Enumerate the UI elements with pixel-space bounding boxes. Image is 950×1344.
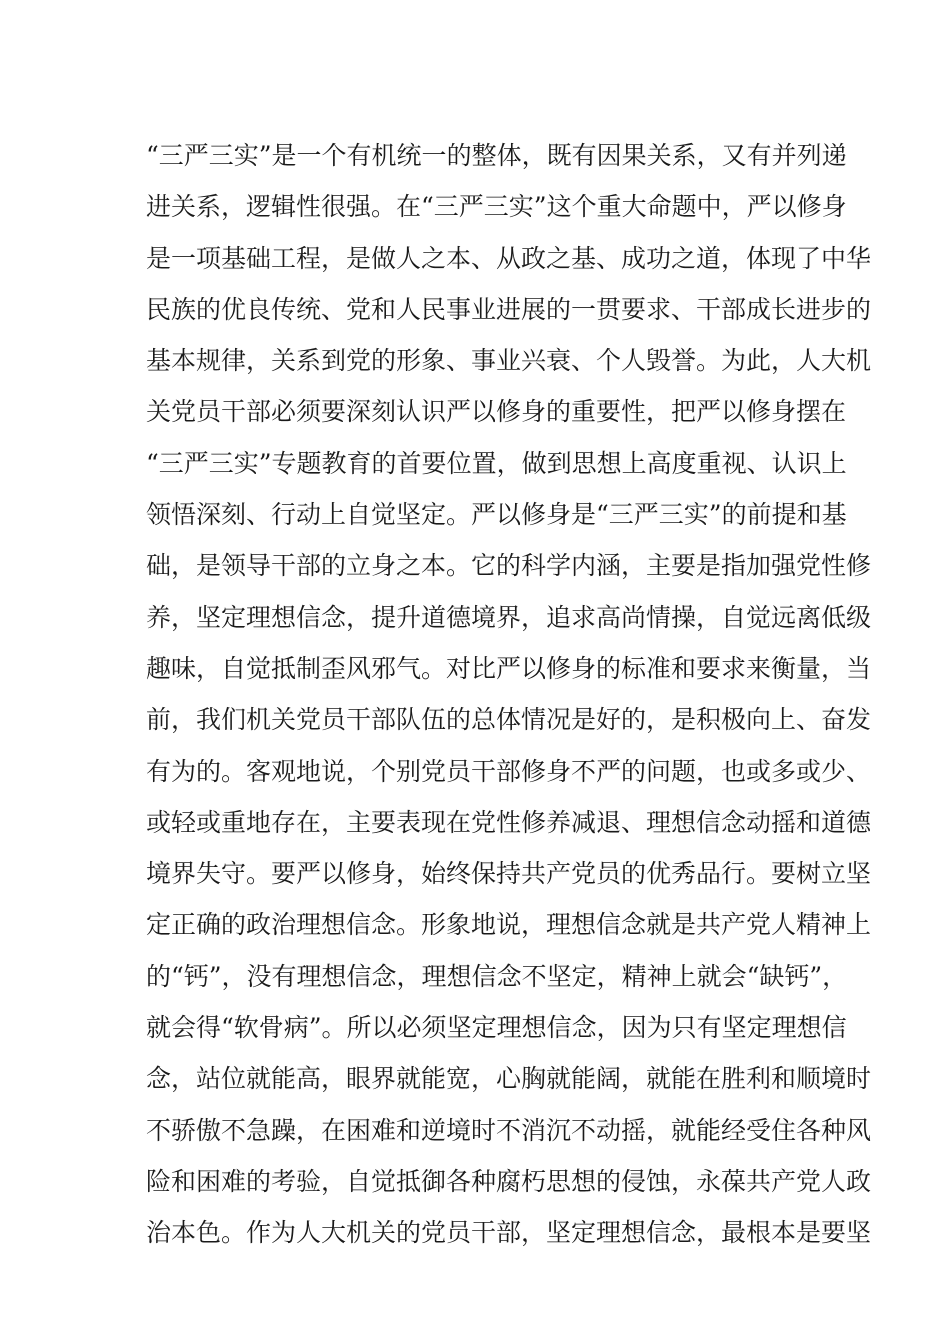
text-line: 基本规律，关系到党的形象、事业兴衰、个人毁誉。为此，人大机 [146,346,872,376]
text-line: 念，站位就能高，眼界就能宽，心胸就能阔，就能在胜利和顺境时 [146,1064,872,1094]
text-line: 领悟深刻、行动上自觉坚定。严以修身是“三严三实”的前提和基 [146,500,847,530]
text-line: 趣味，自觉抵制歪风邪气。对比严以修身的标准和要求来衡量，当 [146,653,872,683]
text-line: 或轻或重地存在，主要表现在党性修养减退、理想信念动摇和道德 [146,807,872,837]
text-line: “三严三实”专题教育的首要位置，做到思想上高度重视、认识上 [146,448,847,478]
text-line: 治本色。作为人大机关的党员干部，坚定理想信念，最根本是要坚 [146,1218,872,1248]
text-line: 境界失守。要严以修身，始终保持共产党员的优秀品行。要树立坚 [146,859,872,889]
text-line: 础，是领导干部的立身之本。它的科学内涵，主要是指加强党性修 [146,551,872,581]
text-line: 不骄傲不急躁，在困难和逆境时不消沉不动摇，就能经受住各种风 [146,1115,872,1145]
text-line: 的“钙”，没有理想信念，理想信念不坚定，精神上就会“缺钙”， [146,961,848,991]
text-line: 定正确的政治理想信念。形象地说，理想信念就是共产党人精神上 [146,910,872,940]
text-line: 险和困难的考验，自觉抵御各种腐朽思想的侵蚀，永葆共产党人政 [146,1166,872,1196]
text-line: 是一项基础工程，是做人之本、从政之基、成功之道，体现了中华 [146,243,872,273]
text-line: “三严三实”是一个有机统一的整体，既有因果关系，又有并列递 [146,141,847,170]
text-line: 前，我们机关党员干部队伍的总体情况是好的，是积极向上、奋发 [146,705,872,735]
text-line: 养，坚定理想信念，提升道德境界，追求高尚情操，自觉远离低级 [146,602,872,632]
text-line: 就会得“软骨病”。所以必须坚定理想信念，因为只有坚定理想信 [146,1013,847,1043]
body-paragraph [146,130,872,1259]
text-line: 进关系，逻辑性很强。在“三严三实”这个重大命题中，严以修身 [146,192,847,222]
text-line: 关党员干部必须要深刻认识严以修身的重要性，把严以修身摆在 [146,397,847,427]
text-line: 民族的优良传统、党和人民事业进展的一贯要求、干部成长进步的 [146,294,872,324]
text-line: 有为的。客观地说，个别党员干部修身不严的问题，也或多或少、 [146,756,872,786]
